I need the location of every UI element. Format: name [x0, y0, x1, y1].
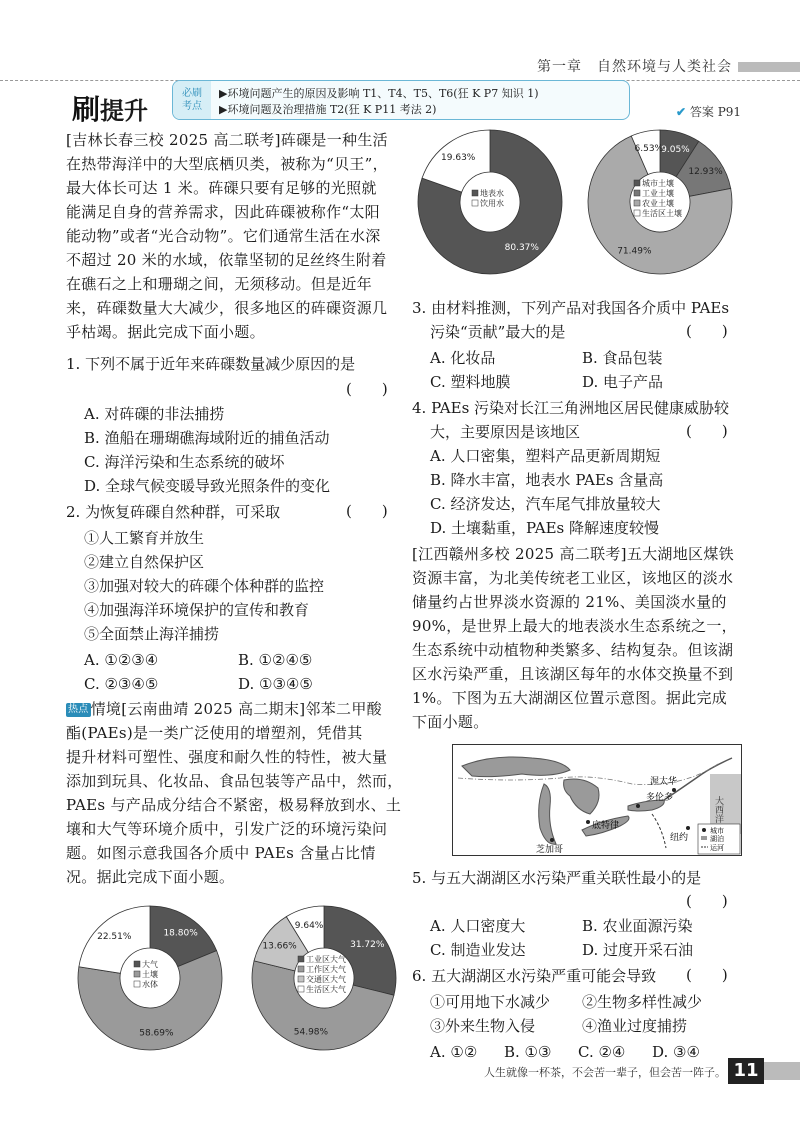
- passage-line: 乎枯竭。据此完成下面小题。: [66, 323, 265, 341]
- hot-tag: 热点: [68, 704, 89, 715]
- kp-tag-line1: 必刷: [182, 88, 202, 99]
- q5-option-c: C. 制造业发达: [430, 941, 526, 959]
- city-chicago: 芝加哥: [536, 845, 564, 855]
- section-brand: [72, 88, 148, 128]
- kp-line-1: ▶环境问题产生的原因及影响 T1、T4、T5、T6(狂 K P7 知识 1): [219, 87, 539, 100]
- knowledge-point-box: [172, 80, 630, 120]
- q2-option-d: D. ①③④⑤: [238, 675, 313, 693]
- donut-slice-label: 9.64%: [294, 921, 324, 932]
- brand-main: 刷: [72, 93, 101, 126]
- passage-line: 添加到玩具、化妆品、食品包装等产品中，然而，: [66, 772, 403, 790]
- passage-1: [66, 128, 406, 344]
- q4-option-b: B. 降水丰富，地表水 PAEs 含量高: [430, 471, 664, 489]
- q6-option-d: D. ③④: [652, 1043, 700, 1061]
- page-number: 11: [728, 1058, 764, 1084]
- donut-slice-label: 12.93%: [688, 167, 723, 178]
- legend-label: 农业土壤: [642, 199, 674, 208]
- passage-line: 壤和大气等环境介质中，引发广泛的环境污染问: [66, 820, 388, 838]
- legend-label: 交通区大气: [306, 975, 346, 984]
- legend-label: 工作区大气: [306, 965, 346, 974]
- legend-label: 工业区大气: [306, 955, 346, 964]
- city-dot: [636, 804, 640, 808]
- q2-option-c: C. ②③④⑤: [84, 675, 159, 693]
- donut-slice-label: 6.53%: [634, 144, 664, 155]
- q6-stem: 6. 五大湖湖区水污染严重可能会导致: [412, 967, 657, 985]
- passage-line: 最大体长可达 1 米。砗磲只要有足够的光照就: [66, 179, 377, 197]
- q6-item: ③外来生物入侵: [430, 1017, 536, 1035]
- legend-label: 大气: [142, 960, 158, 969]
- answer-text: 答案 P91: [689, 105, 742, 119]
- q3-option-d: D. 电子产品: [582, 373, 664, 391]
- q3-option-a: A. 化妆品: [430, 349, 496, 367]
- q6-option-b: B. ①③: [504, 1043, 552, 1061]
- q5-option-d: D. 过度开采石油: [582, 941, 694, 959]
- legend-swatch: [298, 986, 304, 992]
- chapter-bar: [738, 62, 800, 72]
- q5-paren: ( ): [686, 892, 728, 910]
- passage-line: 90%，是世界上最大的地表淡水生态系统之一，: [412, 617, 737, 635]
- ocean-label: 大西洋: [713, 796, 723, 823]
- passage-line: 能满足自身的营养需求，因此砗磲被称作“太阳: [66, 203, 380, 221]
- q2-item: ③加强对较大的砗磲个体种群的监控: [84, 577, 325, 595]
- q5-option-b: B. 农业面源污染: [582, 917, 693, 935]
- passage-line: [66, 697, 406, 721]
- q2-item: ②建立自然保护区: [84, 553, 205, 571]
- page-number-bar: [764, 1062, 800, 1080]
- passage-line: 酯(PAEs)是一类广泛使用的增塑剂，凭借其: [66, 724, 363, 742]
- legend-label: 饮用水: [480, 199, 504, 208]
- q2-paren: ( ): [346, 502, 388, 520]
- passage-line: 来，砗磲数量大大减少，很多地区的砗磲资源几: [66, 299, 388, 317]
- donut-chart-media: [78, 906, 222, 1050]
- brand-sub: 提升: [100, 97, 149, 125]
- q3-option-c: C. 塑料地膜: [430, 373, 511, 391]
- passage-first-line: 情境[云南曲靖 2025 高二期末]邻苯二甲酸: [90, 700, 382, 718]
- legend-label: 土壤: [142, 970, 158, 979]
- q2-stem: 2. 为恢复砗磲自然种群，可采取: [66, 503, 281, 521]
- donut-slice-label: 22.51%: [97, 932, 132, 943]
- q1-paren: ( ): [346, 380, 388, 398]
- passage-line: 提升材料可塑性、强度和耐久性的特性，被大量: [66, 748, 388, 766]
- kp-line-2: ▶环境问题及治理措施 T2(狂 K P11 考法 2): [219, 103, 437, 116]
- donut-slice-label: 80.37%: [504, 242, 539, 253]
- legend-label: 工业土壤: [642, 189, 674, 198]
- donut-slice-label: 19.63%: [441, 153, 476, 164]
- q6-item: ②生物多样性减少: [582, 993, 703, 1011]
- legend-city-icon: [702, 828, 706, 832]
- passage-line: 在礁石之上和珊瑚之间，无须移动。但是近年: [66, 275, 373, 293]
- legend-swatch: [634, 200, 640, 206]
- q4-option-c: C. 经济发达，汽车尾气排放量较大: [430, 495, 661, 513]
- passage-line: 下面小题。: [412, 713, 489, 731]
- q3-stem-2: 污染“贡献”最大的是: [430, 323, 566, 341]
- passage-line: 资源丰富，为北美传统老工业区，该地区的淡水: [412, 569, 734, 587]
- passage-line: 1%。下图为五大湖湖区位置示意图。据此完成: [412, 689, 728, 707]
- donut-slice-label: 9.05%: [661, 145, 690, 156]
- legend-label: 城市土壤: [642, 179, 674, 188]
- legend-swatch: [634, 190, 640, 196]
- passage-line: [吉林长春三校 2025 高二联考]砗磲是一种生活: [66, 131, 388, 149]
- passage-line: 题。如图示意我国各介质中 PAEs 含量占比情: [66, 844, 376, 862]
- footer-motto: 人生就像一杯茶，不会苦一辈子，但会苦一阵子。: [484, 1066, 726, 1079]
- legend-swatch: [298, 976, 304, 982]
- donut-slice-label: 58.69%: [139, 1028, 174, 1039]
- q1-option-b: B. 渔船在珊瑚礁海域附近的捕鱼活动: [84, 429, 330, 447]
- pae-charts-bottom: [62, 898, 408, 1058]
- passage-line: PAEs 与产品成分结合不紧密，极易释放到水、土: [66, 796, 402, 814]
- q4-stem-2: 大，主要原因是该地区: [430, 423, 581, 441]
- q2-item: ④加强海洋环境保护的宣传和教育: [84, 601, 310, 619]
- legend-lake: 湖泊: [710, 835, 724, 843]
- legend-swatch: [634, 210, 640, 216]
- donut-slice-label: 71.49%: [617, 246, 652, 257]
- legend-label: 水体: [142, 980, 158, 989]
- donut-slice-label: 18.80%: [163, 928, 198, 939]
- passage-line: 不超过 20 米的水域，依靠坚韧的足丝终生附着: [66, 251, 387, 269]
- q5-option-a: A. 人口密度大: [430, 917, 526, 935]
- q4-paren: ( ): [686, 422, 728, 440]
- passage-line: 储量约占世界淡水资源的 21%、美国淡水量的: [412, 593, 727, 611]
- q4-option-d: D. 土壤黏重，PAEs 降解速度较慢: [430, 519, 659, 537]
- q1-option-a: A. 对砗磲的非法捕捞: [84, 405, 225, 423]
- q1-option-d: D. 全球气候变暖导致光照条件的变化: [84, 477, 331, 495]
- q6-item: ④渔业过度捕捞: [582, 1017, 688, 1035]
- q2-item: ⑤全面禁止海洋捕捞: [84, 625, 220, 643]
- legend-label: 地表水: [480, 189, 504, 198]
- legend-canal: 运河: [710, 844, 724, 852]
- donut-chart-soil: [588, 130, 732, 274]
- passage-line: 区水污染严重，且该湖区每年的水体交换量不到: [412, 665, 734, 683]
- donut-slice-label: 54.98%: [293, 1027, 329, 1038]
- city-toronto: 多伦多: [646, 793, 674, 803]
- city-dot: [586, 820, 590, 824]
- passage-3: [412, 542, 748, 734]
- q2-option-a: A. ①②③④: [84, 651, 159, 669]
- kp-tag: [173, 81, 211, 119]
- q2-item: ①人工繁育并放生: [84, 529, 205, 547]
- answer-ref: [676, 103, 741, 120]
- q1-option-c: C. 海洋污染和生态系统的破坏: [84, 453, 285, 471]
- legend-swatch: [134, 971, 140, 977]
- passage-line: 生态系统中动植物种类繁多、结构复杂。但该湖: [412, 641, 734, 659]
- passage-2: [66, 697, 406, 889]
- q4-option-a: A. 人口密集，塑料产品更新周期短: [430, 447, 661, 465]
- city-dot: [672, 788, 676, 792]
- donut-slice-label: 13.66%: [262, 941, 297, 952]
- q4-stem-1: 4. PAEs 污染对长江三角洲地区居民健康威胁较: [412, 399, 730, 417]
- q3-paren: ( ): [686, 322, 728, 340]
- q5-stem: 5. 与五大湖湖区水污染严重关联性最小的是: [412, 869, 702, 887]
- legend-swatch: [298, 966, 304, 972]
- q3-stem-1: 3. 由材料推测，下列产品对我国各介质中 PAEs: [412, 299, 730, 317]
- legend-label: 生活区大气: [306, 985, 346, 994]
- kp-tag-line2: 考点: [182, 101, 202, 112]
- check-icon: ✔: [676, 105, 687, 119]
- q2-option-b: B. ①②④⑤: [238, 651, 313, 669]
- q6-option-a: A. ①②: [430, 1043, 478, 1061]
- legend-swatch: [634, 180, 640, 186]
- passage-line: [江西赣州多校 2025 高二联考]五大湖地区煤铁: [412, 545, 734, 563]
- q6-item: ①可用地下水减少: [430, 993, 551, 1011]
- legend-swatch: [472, 190, 478, 196]
- legend-label: 生活区土壤: [642, 209, 682, 218]
- passage-line: 能动物”或者“光合动物”。它们通常生活在水深: [66, 227, 381, 245]
- passage-line: 在热带海洋中的大型底栖贝类，被称为“贝王”，: [66, 155, 388, 173]
- q6-option-c: C. ②④: [578, 1043, 626, 1061]
- legend-city: 城市: [710, 827, 724, 835]
- passage-line: 况。据此完成下面小题。: [66, 868, 235, 886]
- legend-swatch: [472, 200, 478, 206]
- q6-paren: ( ): [686, 966, 728, 984]
- q3-option-b: B. 食品包装: [582, 349, 663, 367]
- donut-chart-water: [418, 130, 562, 274]
- great-lakes-map: [452, 744, 742, 856]
- pae-charts-top: [398, 120, 744, 290]
- city-detroit: 底特律: [592, 821, 620, 831]
- legend-swatch: [134, 981, 140, 987]
- city-newyork: 纽约: [670, 833, 689, 843]
- city-dot: [550, 838, 554, 842]
- legend-lake-icon: [701, 836, 707, 840]
- legend-swatch: [298, 956, 304, 962]
- legend-swatch: [134, 961, 140, 967]
- q1-stem: 1. 下列不属于近年来砗磲数量减少原因的是: [66, 355, 356, 373]
- donut-slice-label: 31.72%: [350, 940, 385, 951]
- chapter-title: 第一章 自然环境与人类社会: [537, 59, 732, 75]
- donut-chart-atmosphere: [252, 906, 396, 1050]
- city-ottawa: 渥太华: [650, 777, 678, 787]
- city-dot: [686, 826, 690, 830]
